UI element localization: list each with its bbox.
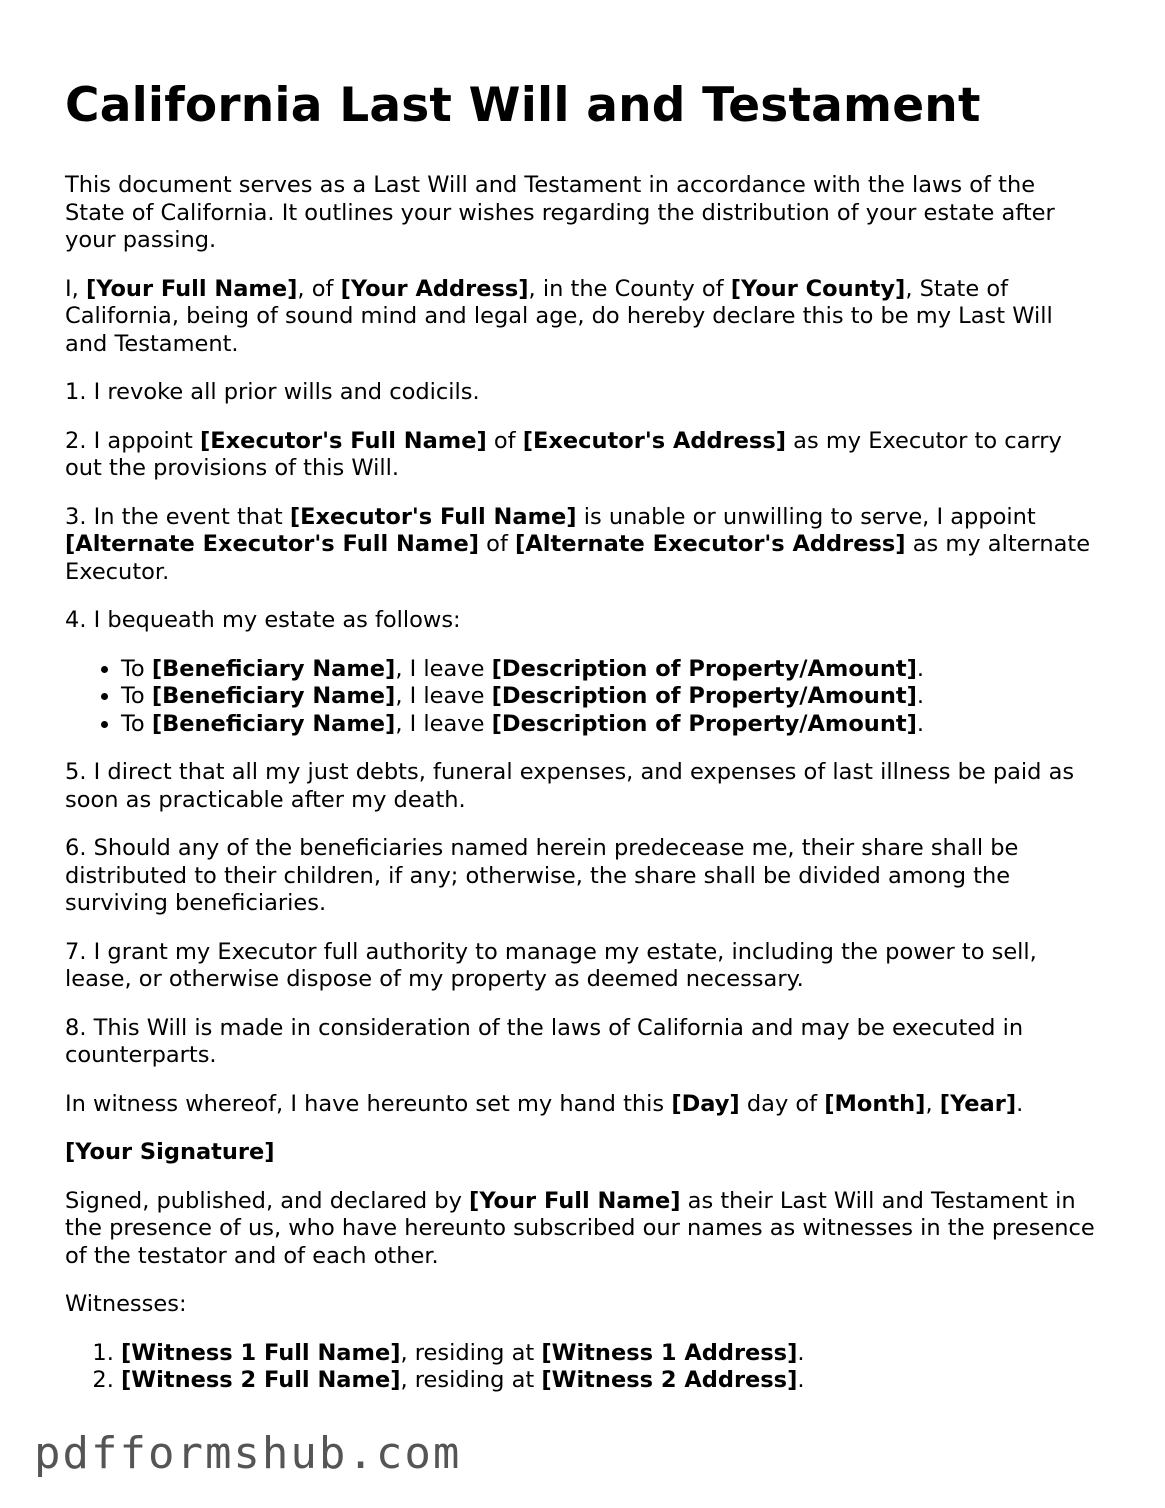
- text-fragment: .: [916, 710, 925, 737]
- signature-line: [65, 1139, 1095, 1167]
- document-page: [65, 78, 1095, 1416]
- placeholder-your-full-name: [Your Full Name]: [85, 275, 298, 302]
- placeholder-executor-name: [Executor's Full Name]: [200, 427, 487, 454]
- placeholder-executor-name: [Executor's Full Name]: [289, 503, 577, 530]
- placeholder-your-county: [Your County]: [730, 275, 906, 302]
- text-fragment: .: [1016, 1090, 1024, 1117]
- bequest-list: [65, 656, 1095, 739]
- text-fragment: is unable or unwilling to serve, I appoint: [576, 503, 1036, 530]
- witness-item: [121, 1340, 1095, 1368]
- placeholder-month: [Month]: [824, 1090, 926, 1117]
- text-fragment: .: [916, 655, 925, 682]
- text-fragment: , I leave: [395, 710, 492, 737]
- placeholder-signature: [Your Signature]: [65, 1139, 275, 1166]
- placeholder-witness-name: [Witness 2 Full Name]: [121, 1367, 401, 1394]
- text-fragment: day of: [739, 1090, 825, 1117]
- text-fragment: , in the County of: [528, 275, 731, 302]
- clause-3: [65, 504, 1095, 587]
- text-fragment: , of: [297, 275, 341, 302]
- placeholder-year: [Year]: [939, 1090, 1017, 1117]
- text-fragment: To: [121, 655, 152, 682]
- clause-2: [65, 428, 1095, 483]
- placeholder-property-description: [Description of Property/Amount]: [491, 710, 917, 737]
- text-fragment: .: [916, 683, 925, 710]
- clause-4: 4. I bequeath my estate as follows:: [65, 607, 461, 634]
- placeholder-property-description: [Description of Property/Amount]: [491, 655, 917, 682]
- placeholder-beneficiary-name: [Beneficiary Name]: [151, 655, 396, 682]
- attestation-paragraph: [65, 1188, 1095, 1271]
- clause-6: 6. Should any of the beneficiaries named herein predecease me, their share shall be distributed to their children, if any; otherwise, the share shall be divided among the surviving beneficiaries.: [65, 835, 1019, 917]
- text-fragment: Signed, published, and declared by: [65, 1187, 470, 1214]
- declaration-paragraph: [65, 276, 1095, 359]
- placeholder-beneficiary-name: [Beneficiary Name]: [151, 710, 396, 737]
- text-fragment: as my alternate Executor.: [65, 531, 1091, 585]
- placeholder-alternate-executor-name: [Alternate Executor's Full Name]: [65, 531, 480, 558]
- text-fragment: , residing at: [400, 1367, 542, 1394]
- clause-8: 8. This Will is made in consideration of the laws of California and may be executed in counterparts.: [65, 1014, 1024, 1069]
- text-fragment: To: [121, 683, 152, 710]
- bequest-item: [121, 711, 1095, 739]
- clause-1: 1. I revoke all prior wills and codicils.: [65, 379, 480, 406]
- text-fragment: To: [121, 710, 152, 737]
- placeholder-witness-address: [Witness 1 Address]: [541, 1339, 798, 1366]
- witness-item: [121, 1367, 1095, 1395]
- placeholder-your-address: [Your Address]: [340, 275, 529, 302]
- placeholder-day: [Day]: [671, 1090, 740, 1117]
- text-fragment: 3. In the event that: [65, 503, 290, 530]
- clause-7: 7. I grant my Executor full authority to manage my estate, including the power to sell, lease, or otherwise dispose of my property as deemed necessary.: [65, 938, 1037, 993]
- witness-list: [65, 1340, 1095, 1395]
- text-fragment: of: [479, 531, 516, 558]
- placeholder-beneficiary-name: [Beneficiary Name]: [151, 683, 396, 710]
- text-fragment: as my Executor to carry out the provisions of this Will.: [65, 427, 1062, 482]
- clause-5: 5. I direct that all my just debts, funeral expenses, and expenses of last illness be paid as soon as practicable after my death.: [65, 759, 1075, 813]
- placeholder-witness-address: [Witness 2 Address]: [541, 1367, 798, 1394]
- bequest-item: [121, 683, 1095, 711]
- placeholder-executor-address: [Executor's Address]: [522, 427, 787, 454]
- placeholder-witness-name: [Witness 1 Full Name]: [121, 1339, 401, 1366]
- text-fragment: , residing at: [400, 1339, 542, 1366]
- document-title: California Last Will and Testament: [65, 78, 981, 133]
- text-fragment: , I leave: [395, 655, 492, 682]
- placeholder-alternate-executor-address: [Alternate Executor's Address]: [515, 531, 906, 558]
- text-fragment: as their Last Will and Testament in the presence of us, who have hereunto subscribed our names as witnesses in the presence of the testator and of each other.: [65, 1187, 1095, 1269]
- intro-paragraph: This document serves as a Last Will and Testament in accordance with the laws of the State of California. It outlines your wishes regarding the distribution of your estate after your passing.: [65, 172, 1055, 254]
- text-fragment: of: [486, 427, 523, 454]
- text-fragment: In witness whereof, I have hereunto set my hand this: [65, 1090, 672, 1117]
- bequest-item: [121, 656, 1095, 684]
- text-fragment: 2. I appoint: [65, 427, 201, 454]
- placeholder-your-full-name: [Your Full Name]: [469, 1187, 681, 1214]
- text-fragment: .: [797, 1367, 805, 1394]
- text-fragment: .: [797, 1339, 805, 1366]
- text-fragment: , I leave: [395, 683, 492, 710]
- watermark: pdfformshub.com: [34, 1428, 462, 1479]
- witnesses-label: Witnesses:: [65, 1291, 187, 1318]
- text-fragment: , State of California, being of sound mind and legal age, do hereby declare this to be my Last Will and Testament.: [65, 275, 1053, 357]
- witness-date-line: [65, 1091, 1095, 1119]
- text-fragment: I,: [65, 275, 86, 302]
- placeholder-property-description: [Description of Property/Amount]: [491, 683, 917, 710]
- text-fragment: ,: [925, 1090, 940, 1117]
